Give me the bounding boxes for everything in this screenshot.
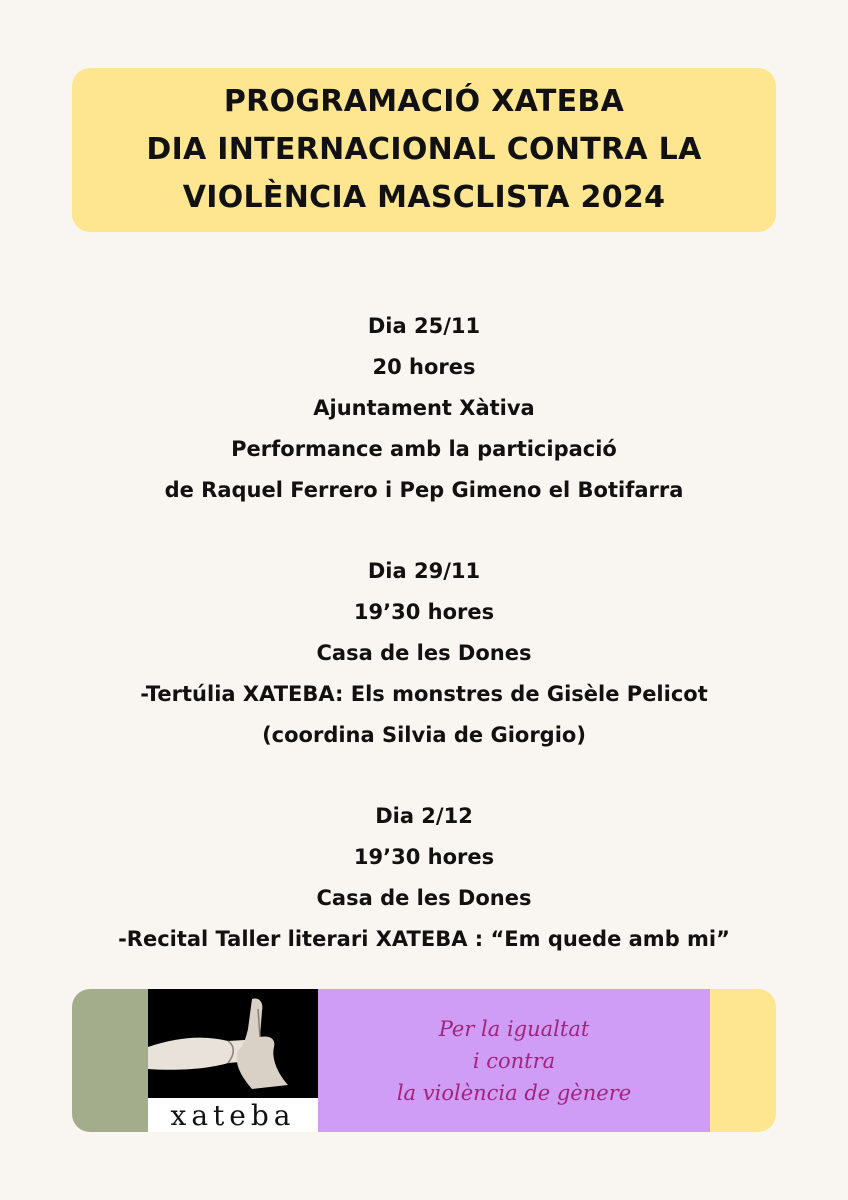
title-box [72,68,776,232]
hands-icon [148,989,318,1098]
event-2 [0,551,848,756]
event-place: Casa de les Dones [316,886,532,910]
slogan-line-2: i contra [472,1048,556,1073]
event-date: Dia 2/12 [375,804,473,828]
event-1 [0,306,848,511]
footer-banner [72,989,776,1132]
event-detail: Performance amb la participació [231,437,617,461]
event-time: 19’30 hores [353,600,495,624]
event-place: Casa de les Dones [316,641,532,665]
slogan-line-3: la violència de gènere [396,1080,632,1105]
title-line-2: DIA INTERNACIONAL CONTRA LA [146,132,702,167]
event-detail: de Raquel Ferrero i Pep Gimeno el Botifarra [164,478,684,502]
event-place: Ajuntament Xàtiva [313,396,535,420]
event-date: Dia 25/11 [367,314,481,338]
title-line-1: PROGRAMACIÓ XATEBA [223,84,625,119]
xateba-logo [148,989,318,1132]
event-detail: -Recital Taller literari XATEBA : “Em quede amb mi” [118,927,730,951]
banner-green-block [72,989,148,1132]
slogan-line-1: Per la igualtat [438,1016,590,1041]
event-list [0,306,848,1000]
title-line-3: VIOLÈNCIA MASCLISTA 2024 [182,180,666,215]
banner-yellow-block [710,989,776,1132]
event-time: 19’30 hores [353,845,495,869]
slogan-panel [318,989,710,1132]
event-3 [0,796,848,960]
event-detail: (coordina Silvia de Giorgio) [262,723,586,747]
event-date: Dia 29/11 [367,559,481,583]
logo-wordmark: xateba [148,1098,318,1132]
event-time: 20 hores [372,355,476,379]
event-detail: -Tertúlia XATEBA: Els monstres de Gisèle Pelicot [140,682,708,706]
